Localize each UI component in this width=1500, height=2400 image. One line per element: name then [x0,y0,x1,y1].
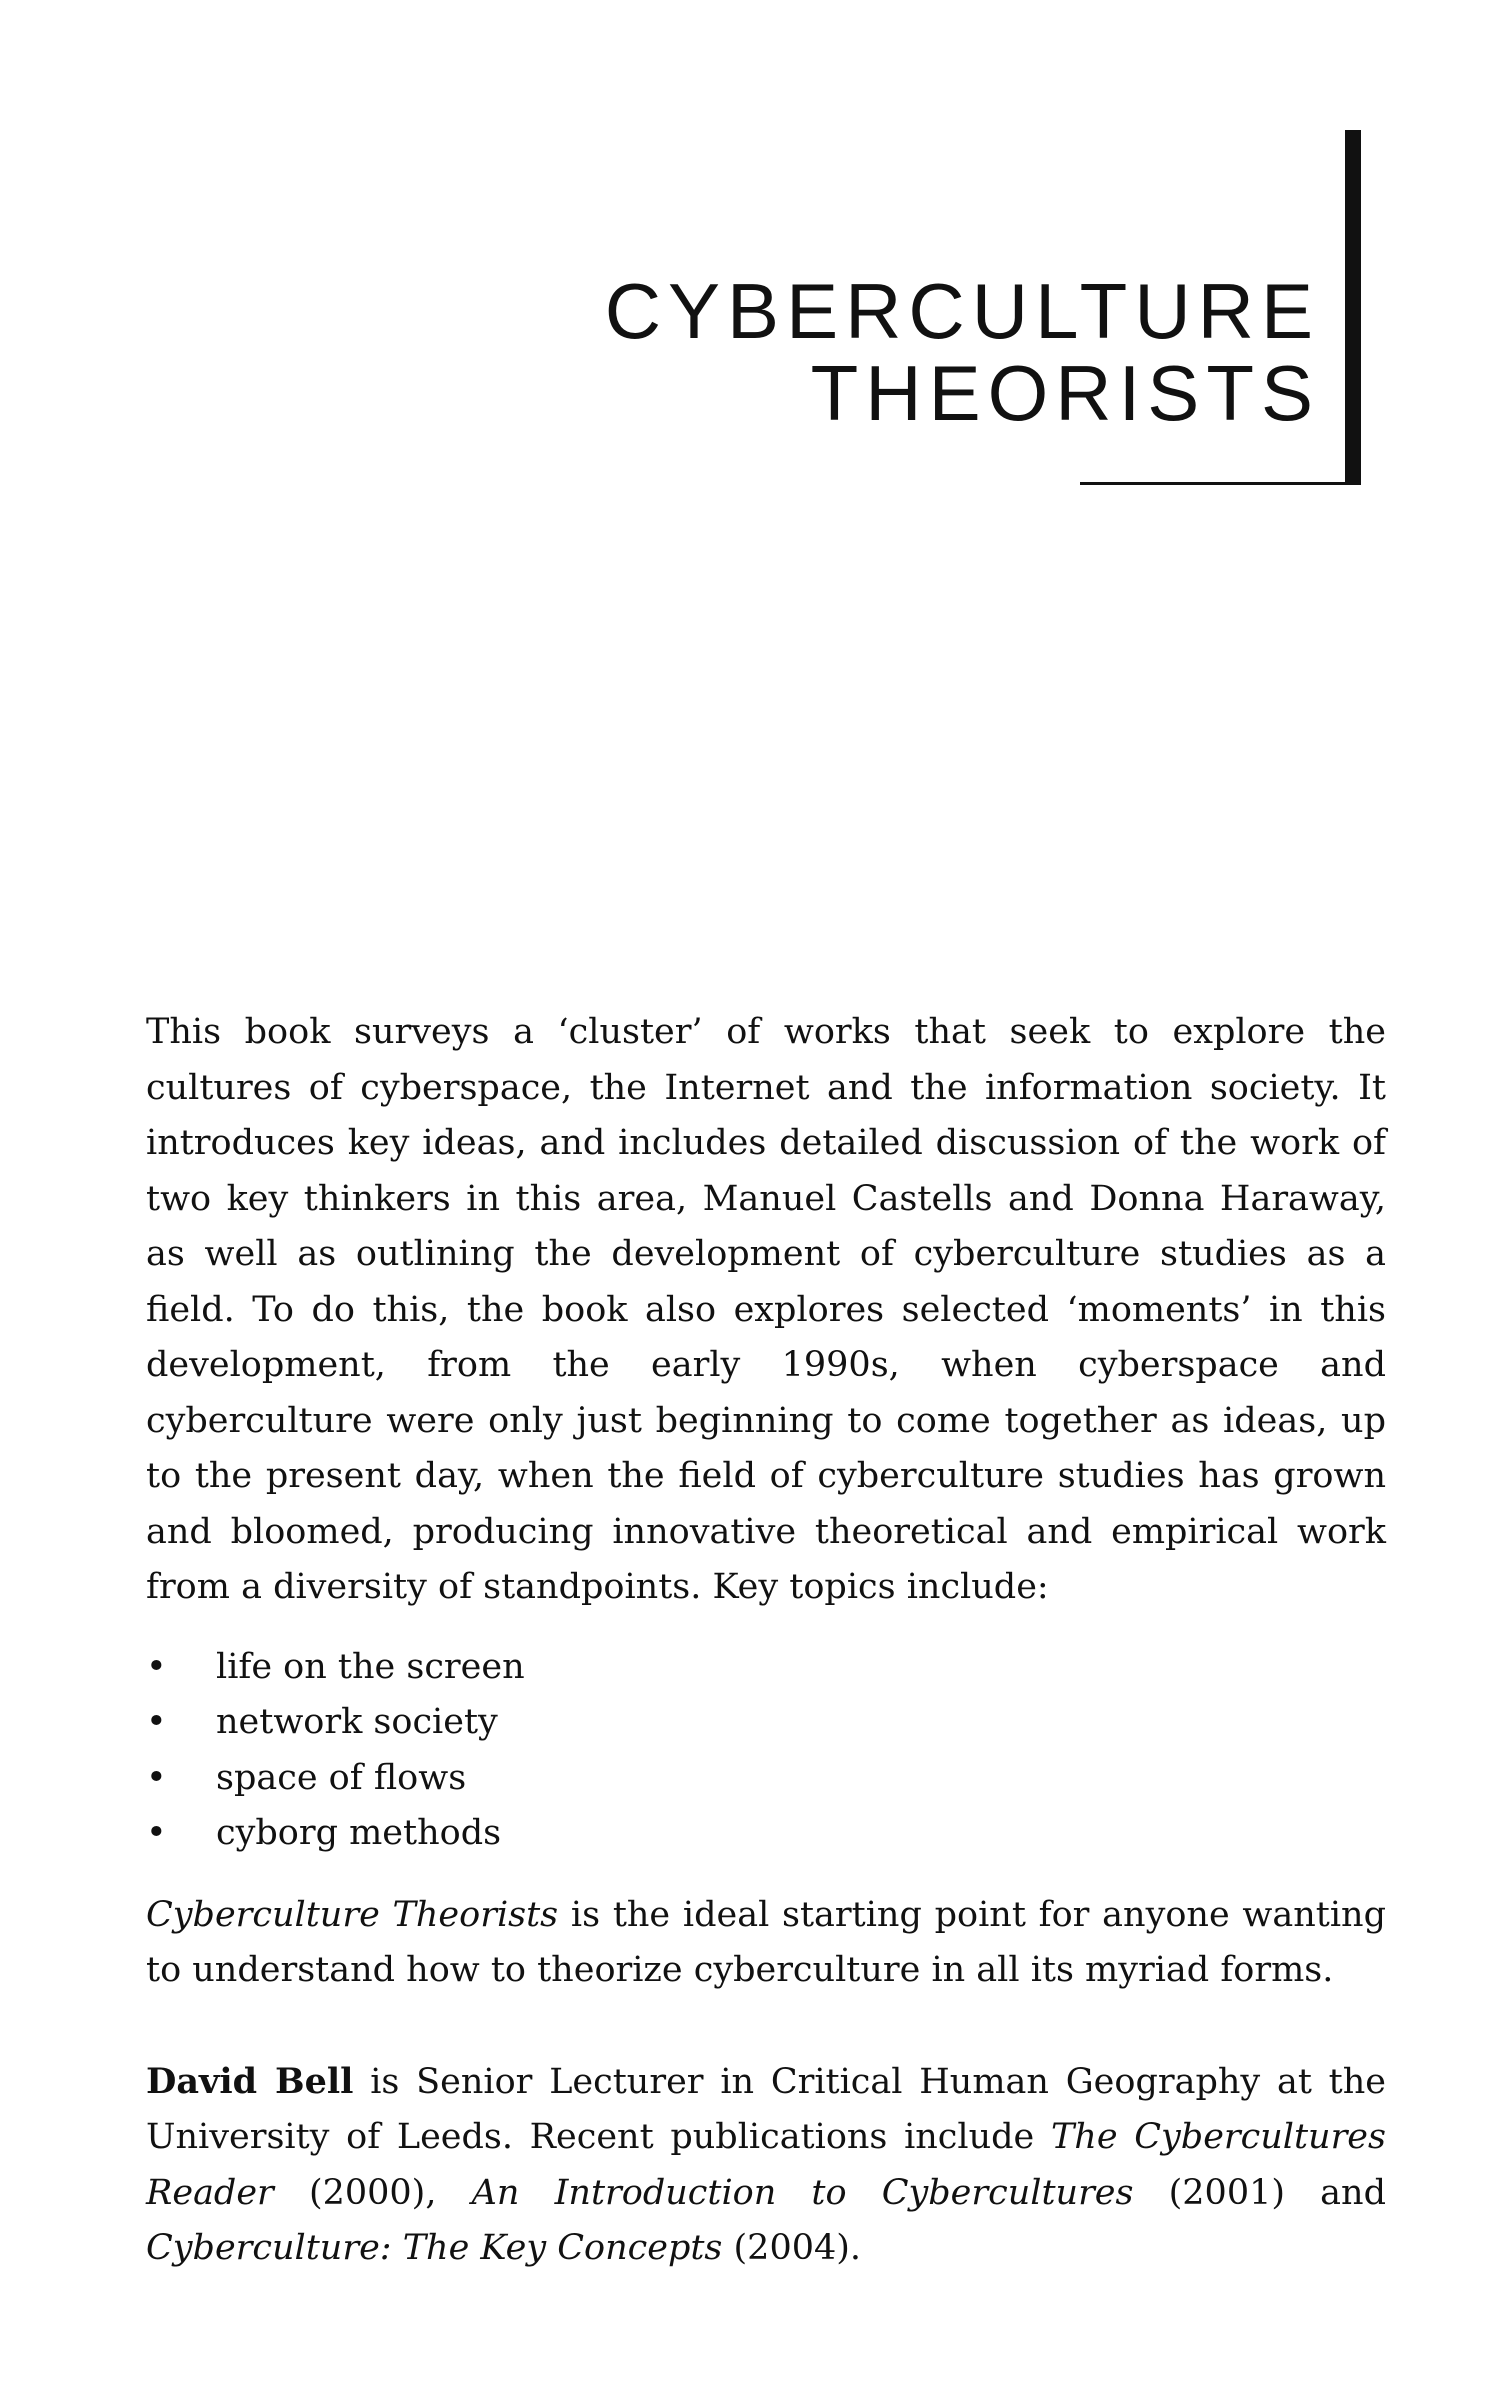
author-name: David Bell [146,2060,354,2102]
topic-label: network society [216,1702,498,1742]
book-description [146,1005,1386,2277]
author-bio-text-4: (2004). [722,2228,862,2268]
bullet-icon: • [146,1702,167,1742]
publication-title: The Cybercultures Reader [146,2117,1386,2213]
topic-label: life on the screen [216,1646,525,1687]
title-line-1: CYBERCULTURE [604,267,1320,355]
author-bio-text-3: (2001) and [1133,2172,1386,2213]
title-vertical-bar [1345,130,1361,485]
topic-item [146,1806,1386,1862]
publication-title: An Introduction to Cybercultures [471,2172,1134,2213]
bullet-icon: • [146,1646,167,1687]
topic-label: cyborg methods [216,1813,502,1853]
author-bio-text-2: (2000), [273,2172,472,2213]
topic-item [146,1695,1386,1751]
book-title [604,267,1320,437]
publication-title: Cyberculture: The Key Concepts [146,2228,723,2268]
topic-item [146,1640,1386,1696]
description-paragraph: This book surveys a ‘cluster’ of works that seek to explore the cultures of cyberspace, the Internet and the information society. It introduces key ideas, and includes detailed discussion of the work of two key thinkers in this area, Manuel Castells and Donna Haraway, as well as outlining the development of cyberculture studies as a field. To do this, the book also explores selected ‘moments’ in this development, from the early 1990s, when cyberspace and cyberculture were only just beginning to come together as ideas, up to the present day, when the field of cyberculture studies has grown and bloomed, producing innovative theoretical and empirical work from a diversity of standpoints. Key topics include: [146,1012,1386,1607]
author-bio [146,2054,1386,2277]
book-title-italic: Cyberculture Theorists [146,1894,559,1935]
key-topics-list [146,1640,1386,1862]
closing-text: is the ideal starting point for anyone wanting to understand how to theorize cyberculture in all its myriad forms. [146,1894,1387,1990]
closing-paragraph [146,1888,1386,1999]
topic-item [146,1751,1386,1807]
bullet-icon: • [146,1813,167,1853]
title-horizontal-rule [1080,482,1361,485]
bullet-icon: • [146,1757,167,1798]
topic-label: space of flows [216,1757,467,1798]
title-line-2: THEORISTS [810,349,1320,437]
author-bio-text-1: is Senior Lecturer in Critical Human Geography at the University of Leeds. Recent publications include [146,2061,1387,2157]
